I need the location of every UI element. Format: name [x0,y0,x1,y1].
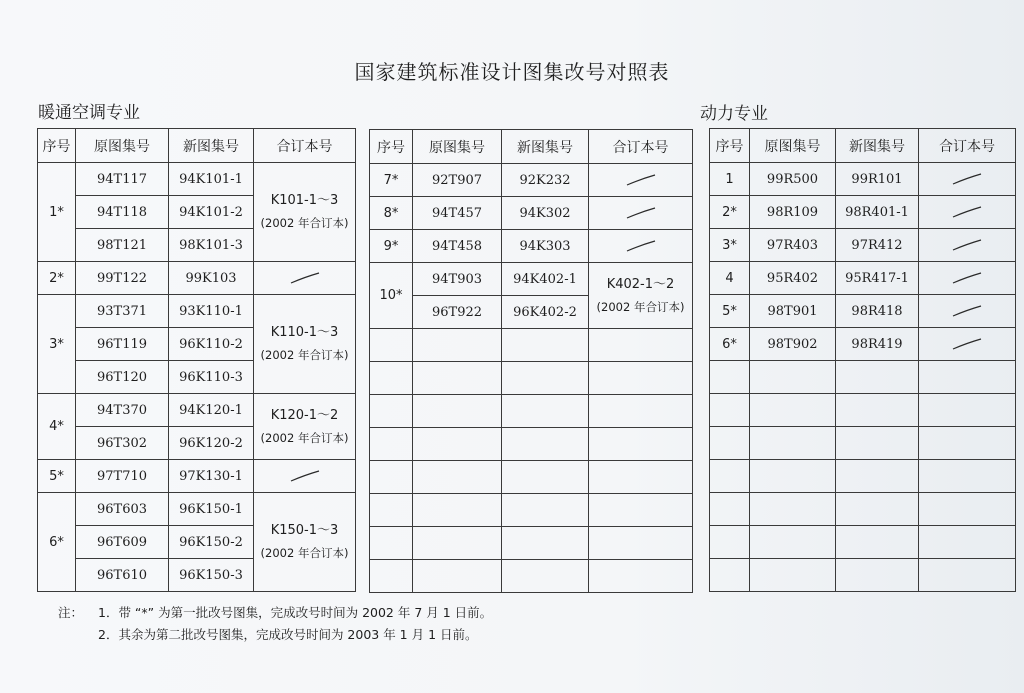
empty-row [370,527,693,560]
empty-row [710,361,1016,394]
new-number-cell: 97R412 [836,229,919,262]
new-number-cell: 94K101-1 [169,163,254,196]
slash-mark [950,271,984,285]
column-header: 新图集号 [169,129,254,163]
new-number-cell: 94K120-1 [169,394,254,427]
footnote-1 [58,602,492,624]
empty-cell [370,461,413,494]
table-row [38,394,356,427]
empty-row [710,526,1016,559]
empty-cell [750,493,836,526]
table-row [370,197,693,230]
empty-row [370,428,693,461]
original-number-cell: 99T122 [76,262,169,295]
seq-cell: 6* [38,493,76,592]
column-header: 原图集号 [76,129,169,163]
empty-cell [919,361,1016,394]
empty-cell [750,559,836,592]
empty-cell [836,526,919,559]
empty-cell [502,428,589,461]
empty-row [710,427,1016,460]
seq-cell: 4 [710,262,750,295]
empty-cell [750,460,836,493]
seq-cell: 6* [710,328,750,361]
seq-cell: 1 [710,163,750,196]
empty-cell [589,494,693,527]
empty-cell [836,559,919,592]
original-number-cell: 96T119 [76,328,169,361]
new-number-cell: 99R101 [836,163,919,196]
combined-volume-cell [919,328,1016,361]
combined-volume-cell [919,196,1016,229]
new-number-cell: 98R401-1 [836,196,919,229]
combined-volume-cell [589,230,693,263]
slash-mark [950,238,984,252]
new-number-cell: 96K402-2 [502,296,589,329]
seq-cell: 8* [370,197,413,230]
hvac-table-1 [37,128,356,592]
empty-cell [370,428,413,461]
combined-volume-year: (2002 年合订本) [260,546,349,560]
column-header: 合订本号 [919,129,1016,163]
seq-cell: 3* [38,295,76,394]
empty-cell [413,362,502,395]
empty-cell [589,461,693,494]
new-number-cell: 94K402-1 [502,263,589,296]
original-number-cell: 99R500 [750,163,836,196]
table-row [38,460,356,493]
empty-cell [589,362,693,395]
new-number-cell: 96K110-3 [169,361,254,394]
footnote-label: 注： [58,605,84,620]
empty-cell [710,361,750,394]
new-number-cell: 94K302 [502,197,589,230]
empty-row [710,493,1016,526]
slash-mark [950,304,984,318]
combined-volume-year: (2002 年合订本) [260,430,349,445]
slash-mark [950,172,984,186]
seq-cell: 1* [38,163,76,262]
empty-cell [836,394,919,427]
original-number-cell: 98R109 [750,196,836,229]
seq-cell: 4* [38,394,76,460]
new-number-cell: 94K303 [502,230,589,263]
combined-volume-cell [254,394,356,460]
section-heading-power: 动力专业 [700,104,768,124]
seq-cell: 2* [38,262,76,295]
slash-mark [288,271,322,285]
combined-volume-number: K150-1～3 [270,523,339,538]
original-number-cell: 93T371 [76,295,169,328]
empty-cell [502,494,589,527]
table-row [710,196,1016,229]
seq-cell: 5* [710,295,750,328]
new-number-cell: 92K232 [502,164,589,197]
new-number-cell: 99K103 [169,262,254,295]
slash-mark [288,469,322,483]
original-number-cell: 97R403 [750,229,836,262]
table-row [710,229,1016,262]
new-number-cell: 96K150-2 [169,526,254,559]
column-header: 合订本号 [589,130,693,164]
empty-cell [710,559,750,592]
new-number-cell: 98K101-3 [169,229,254,262]
combined-volume-cell [919,229,1016,262]
combined-volume-cell [254,460,356,493]
empty-cell [502,362,589,395]
empty-row [370,362,693,395]
combined-volume-cell [254,493,356,592]
empty-cell [836,361,919,394]
original-number-cell: 92T907 [413,164,502,197]
original-number-cell: 96T603 [76,493,169,526]
combined-volume-year: (2002 年合订本) [260,216,349,230]
original-number-cell: 94T117 [76,163,169,196]
new-number-cell: 96K120-2 [169,427,254,460]
combined-volume-cell [919,295,1016,328]
combined-volume-cell [589,263,693,329]
combined-volume-cell [254,262,356,295]
empty-cell [589,329,693,362]
empty-cell [413,395,502,428]
empty-cell [413,428,502,461]
empty-cell [710,427,750,460]
empty-cell [413,527,502,560]
new-number-cell: 98R419 [836,328,919,361]
empty-row [710,460,1016,493]
column-header: 新图集号 [836,129,919,163]
combined-volume-cell [254,163,356,262]
empty-row [370,494,693,527]
empty-row [370,560,693,593]
column-header: 序号 [370,130,413,164]
empty-cell [370,395,413,428]
empty-cell [919,493,1016,526]
empty-cell [370,560,413,593]
seq-cell: 10* [370,263,413,329]
new-number-cell: 98R418 [836,295,919,328]
table-row [370,230,693,263]
column-header: 序号 [38,129,76,163]
empty-cell [502,395,589,428]
original-number-cell: 94T458 [413,230,502,263]
seq-cell: 2* [710,196,750,229]
combined-volume-cell [254,295,356,394]
original-number-cell: 96T610 [76,559,169,592]
combined-volume-number: K120-1～2 [270,407,339,423]
combined-volume-number: K101-1～3 [270,193,339,208]
new-number-cell: 96K150-3 [169,559,254,592]
table-row [38,493,356,526]
original-number-cell: 96T922 [413,296,502,329]
original-number-cell: 94T457 [413,197,502,230]
empty-cell [370,329,413,362]
table-row [710,262,1016,295]
original-number-cell: 94T903 [413,263,502,296]
combined-volume-cell [919,163,1016,196]
combined-volume-year: (2002 年合订本) [260,348,349,362]
original-number-cell: 94T118 [76,196,169,229]
new-number-cell: 96K110-2 [169,328,254,361]
empty-cell [589,527,693,560]
original-number-cell: 98T121 [76,229,169,262]
empty-cell [919,460,1016,493]
column-header: 序号 [710,129,750,163]
empty-row [370,461,693,494]
empty-cell [750,526,836,559]
combined-volume-cell [919,262,1016,295]
original-number-cell: 96T609 [76,526,169,559]
seq-cell: 5* [38,460,76,493]
empty-cell [836,427,919,460]
power-table [709,128,1016,592]
table-row [38,295,356,328]
empty-cell [502,461,589,494]
combined-volume-cell [589,164,693,197]
empty-cell [502,329,589,362]
new-number-cell: 96K150-1 [169,493,254,526]
empty-cell [710,460,750,493]
table-row [710,295,1016,328]
slash-mark [624,206,658,220]
empty-cell [836,460,919,493]
table-row [710,328,1016,361]
footnote-text: 2．其余为第二批改号图集，完成改号时间为 2003 年 1 月 1 日前。 [98,627,478,642]
page-title: 国家建筑标准设计图集改号对照表 [354,60,670,84]
combined-volume-number: K402-1～2 [606,276,675,292]
new-number-cell: 95R417-1 [836,262,919,295]
empty-cell [710,394,750,427]
header-row [38,129,356,163]
empty-cell [413,560,502,593]
seq-cell: 9* [370,230,413,263]
original-number-cell: 95R402 [750,262,836,295]
table-row [370,263,693,296]
empty-cell [370,527,413,560]
table-row [38,262,356,295]
empty-row [710,559,1016,592]
section-heading-hvac: 暖通空调专业 [38,103,140,123]
table-row [370,164,693,197]
header-row [370,130,693,164]
empty-cell [710,526,750,559]
slash-mark [624,173,658,187]
empty-cell [589,395,693,428]
combined-volume-year: (2002 年合订本) [596,299,685,314]
empty-row [710,394,1016,427]
table-row [38,163,356,196]
empty-cell [710,493,750,526]
empty-cell [370,494,413,527]
new-number-cell: 93K110-1 [169,295,254,328]
header-row [710,129,1016,163]
empty-cell [589,428,693,461]
seq-cell: 7* [370,164,413,197]
column-header: 新图集号 [502,130,589,164]
combined-volume-cell [589,197,693,230]
original-number-cell: 96T302 [76,427,169,460]
empty-cell [919,427,1016,460]
seq-cell: 3* [710,229,750,262]
original-number-cell: 98T901 [750,295,836,328]
slash-mark [950,205,984,219]
column-header: 原图集号 [413,130,502,164]
original-number-cell: 97T710 [76,460,169,493]
combined-volume-number: K110-1～3 [270,325,339,340]
footnotes [58,602,492,646]
table-row [710,163,1016,196]
column-header: 合订本号 [254,129,356,163]
original-number-cell: 98T902 [750,328,836,361]
original-number-cell: 96T120 [76,361,169,394]
empty-cell [750,361,836,394]
slash-mark [950,337,984,351]
empty-cell [836,493,919,526]
empty-cell [413,494,502,527]
empty-cell [750,427,836,460]
empty-row [370,395,693,428]
empty-cell [919,394,1016,427]
empty-cell [919,526,1016,559]
empty-cell [370,362,413,395]
hvac-table-2 [369,129,693,593]
new-number-cell: 94K101-2 [169,196,254,229]
footnote-2 [58,624,492,646]
empty-cell [589,560,693,593]
original-number-cell: 94T370 [76,394,169,427]
empty-cell [413,461,502,494]
new-number-cell: 97K130-1 [169,460,254,493]
slash-mark [624,239,658,253]
empty-cell [413,329,502,362]
empty-row [370,329,693,362]
empty-cell [502,560,589,593]
footnote-text: 1．带 “*” 为第一批改号图集，完成改号时间为 2002 年 7 月 1 日前。 [98,605,493,620]
empty-cell [502,527,589,560]
empty-cell [919,559,1016,592]
column-header: 原图集号 [750,129,836,163]
empty-cell [750,394,836,427]
